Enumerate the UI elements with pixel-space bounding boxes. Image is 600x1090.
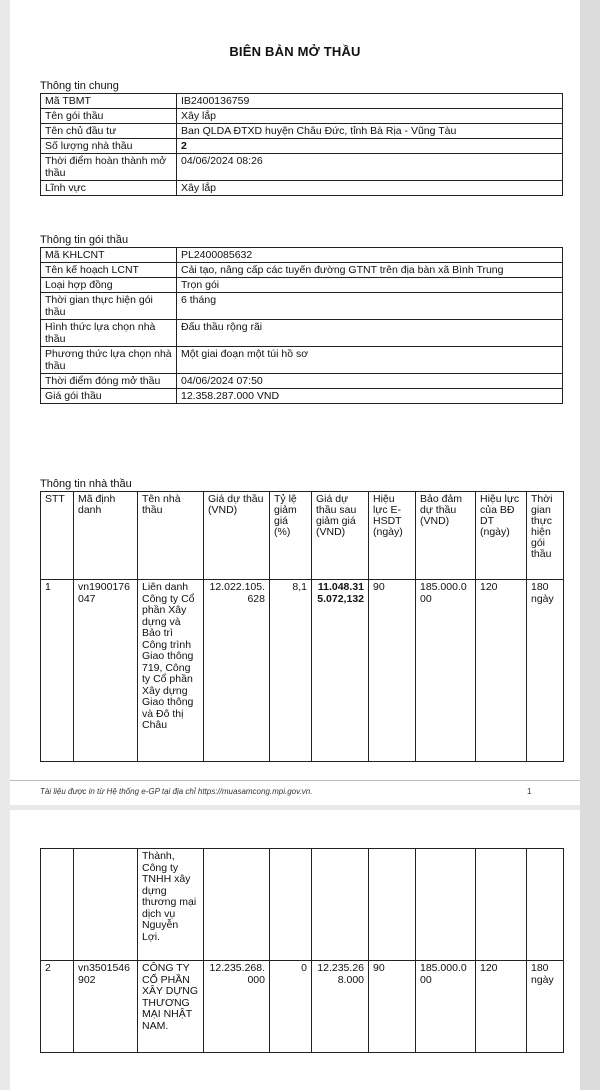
table-row: [41, 389, 563, 404]
field-label: Thời điểm hoàn thành mở thầu: [41, 154, 177, 181]
cell-name: CÔNG TY CỔ PHẦN XÂY DỰNG THƯƠNG MẠI NHẬT NAM.: [138, 961, 204, 1053]
document-page-2: [10, 810, 580, 1090]
column-header: Giá dự thầu (VND): [204, 492, 270, 580]
field-value: Xây lắp: [177, 181, 563, 196]
field-label: Tên chủ đầu tư: [41, 124, 177, 139]
table-row: [41, 580, 564, 762]
table-header-row: [41, 492, 564, 580]
viewer-scrollbar-area: [580, 0, 600, 1090]
cell-id: vn1900176047: [74, 580, 138, 762]
bidders-section-label: Thông tin nhà thầu: [40, 478, 132, 490]
column-header: Tên nhà thầu: [138, 492, 204, 580]
bidders-table-continued: [40, 848, 564, 1053]
page-footer: Tài liệu được in từ Hệ thống e-GP tại địa chỉ https://muasamcong.mpi.gov.vn.: [40, 787, 313, 796]
table-row: [41, 154, 563, 181]
field-label: Mã KHLCNT: [41, 248, 177, 263]
package-section-label: Thông tin gói thầu: [40, 234, 129, 246]
cell-price-after: 11.048.315.072,132: [312, 580, 369, 762]
general-section-label: Thông tin chung: [40, 80, 119, 92]
package-info-table: [40, 247, 563, 404]
cell-price-after: 12.235.268.000: [312, 961, 369, 1053]
document-page-1: [10, 0, 580, 805]
table-row: [41, 849, 564, 961]
column-header: Thời gian thực hiện gói thầu: [527, 492, 564, 580]
page-number: 1: [527, 787, 532, 796]
field-value: 12.358.287.000 VND: [177, 389, 563, 404]
field-value: 6 tháng: [177, 293, 563, 320]
field-label: Tên gói thầu: [41, 109, 177, 124]
cell-guarantee-validity: 120: [476, 961, 527, 1053]
field-label: Giá gói thầu: [41, 389, 177, 404]
field-value: Ban QLDA ĐTXD huyện Châu Đức, tỉnh Bà Rịa - Vũng Tàu: [177, 124, 563, 139]
field-label: Loại hợp đồng: [41, 278, 177, 293]
field-label: Lĩnh vực: [41, 181, 177, 196]
cell-price: 12.022.105.628: [204, 580, 270, 762]
field-value: 2: [177, 139, 563, 154]
cell-guarantee: 185.000.000: [416, 961, 476, 1053]
table-row: [41, 293, 563, 320]
column-header: Tỷ lệ giảm giá (%): [270, 492, 312, 580]
table-row: [41, 139, 563, 154]
field-value: Cải tạo, nâng cấp các tuyến đường GTNT trên địa bàn xã Bình Trung: [177, 263, 563, 278]
field-label: Thời điểm đóng mở thầu: [41, 374, 177, 389]
column-header: Bảo đảm dự thầu (VND): [416, 492, 476, 580]
cell-duration: 180 ngày: [527, 580, 564, 762]
cell-price: 12.235.268.000: [204, 961, 270, 1053]
field-value: 04/06/2024 07:50: [177, 374, 563, 389]
cell-discount: 0: [270, 961, 312, 1053]
field-value: Đấu thầu rộng rãi: [177, 320, 563, 347]
table-row: [41, 181, 563, 196]
field-value: Xây lắp: [177, 109, 563, 124]
cell-validity: 90: [369, 580, 416, 762]
column-header: Mã định danh: [74, 492, 138, 580]
table-row: [41, 320, 563, 347]
cell-validity: 90: [369, 961, 416, 1053]
field-label: Tên kế hoạch LCNT: [41, 263, 177, 278]
column-header: Hiệu lực E-HSDT (ngày): [369, 492, 416, 580]
footer-divider: [10, 780, 580, 781]
field-label: Mã TBMT: [41, 94, 177, 109]
field-value: Một giai đoạn một túi hồ sơ: [177, 347, 563, 374]
cell-stt: 1: [41, 580, 74, 762]
column-header: STT: [41, 492, 74, 580]
field-label: Thời gian thực hiện gói thầu: [41, 293, 177, 320]
table-row: [41, 263, 563, 278]
table-row: [41, 347, 563, 374]
field-value: Trọn gói: [177, 278, 563, 293]
table-row: [41, 124, 563, 139]
field-label: Phương thức lựa chọn nhà thầu: [41, 347, 177, 374]
cell-id: vn3501546902: [74, 961, 138, 1053]
cell-name: Thành, Công ty TNHH xây dựng thương mại dịch vụ Nguyễn Lợi.: [138, 849, 204, 961]
field-value: PL2400085632: [177, 248, 563, 263]
field-label: Số lượng nhà thầu: [41, 139, 177, 154]
cell-name: Liên danh Công ty Cổ phần Xây dựng và Bảo trì Công trình Giao thông 719, Công ty Cổ phần Xây dựng Giao thông và Đô thị Châu: [138, 580, 204, 762]
field-value: 04/06/2024 08:26: [177, 154, 563, 181]
table-row: [41, 278, 563, 293]
cell-discount: 8,1: [270, 580, 312, 762]
cell-guarantee-validity: 120: [476, 580, 527, 762]
field-value: IB2400136759: [177, 94, 563, 109]
table-row: [41, 374, 563, 389]
bidders-table: [40, 491, 564, 762]
column-header: Giá dự thầu sau giảm giá (VND): [312, 492, 369, 580]
cell-duration: 180 ngày: [527, 961, 564, 1053]
document-title: BIÊN BẢN MỞ THẦU: [229, 44, 361, 59]
cell-stt: 2: [41, 961, 74, 1053]
table-row: [41, 109, 563, 124]
general-info-table: [40, 93, 563, 196]
table-row: [41, 248, 563, 263]
table-row: [41, 94, 563, 109]
column-header: Hiệu lực của BĐ DT (ngày): [476, 492, 527, 580]
table-row: [41, 961, 564, 1053]
cell-guarantee: 185.000.000: [416, 580, 476, 762]
field-label: Hình thức lựa chọn nhà thầu: [41, 320, 177, 347]
